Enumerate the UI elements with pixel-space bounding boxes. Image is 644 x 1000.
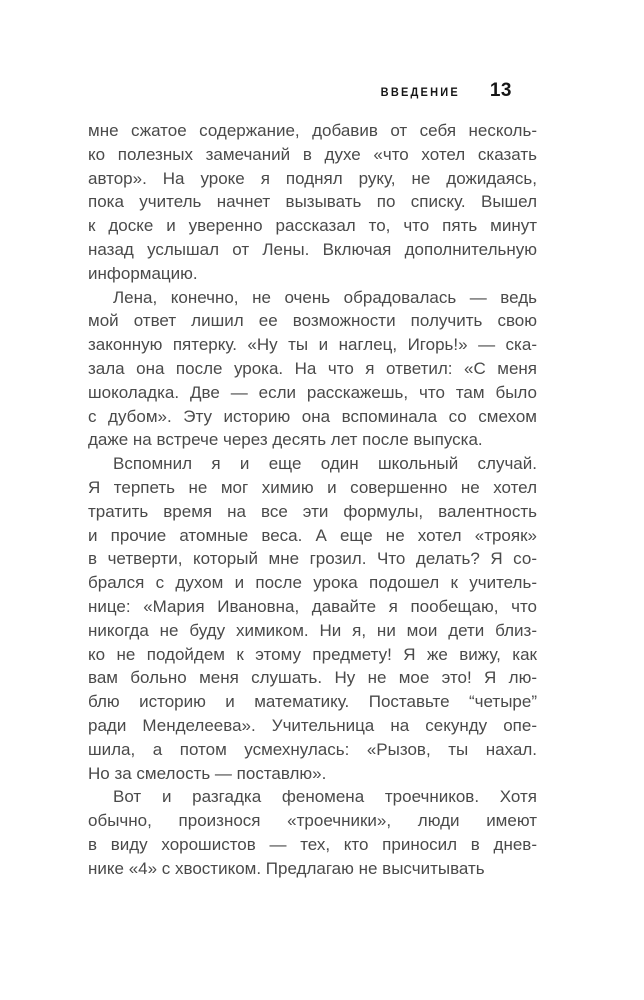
text-line: Лена, конечно, не очень обрадовалась — ведь [113, 287, 537, 307]
text-line: к доске и уверенно рассказал то, что пять минут [88, 216, 537, 236]
text-line: в четверти, который мне грозил. Что делать? Я со- [88, 549, 537, 569]
paragraph [88, 286, 537, 453]
paragraph [88, 785, 537, 880]
text-line: шоколадка. Две — если расскажешь, что там было [88, 382, 537, 402]
text-line: автор». На уроке я поднял руку, не дожидаясь, [88, 168, 537, 188]
text-line: с дубом». Эту историю она вспоминала со смехом [88, 406, 537, 426]
text-line: тратить время на все эти формулы, валентность [88, 501, 537, 521]
text-line: Вот и разгадка феномена троечников. Хотя [113, 787, 537, 807]
body-text [88, 119, 537, 881]
paragraph [88, 452, 537, 785]
text-line: нице: «Мария Ивановна, давайте я пообещаю, что [88, 596, 537, 616]
text-line: вам больно меня слушать. Ну не мое это! Я лю- [88, 668, 537, 688]
text-line: и прочие атомные веса. А еще не хотел «трояк» [88, 525, 537, 545]
text-line: нике «4» с хвостиком. Предлагаю не высчитывать [88, 858, 485, 878]
text-line: мне сжатое содержание, добавив от себя несколь- [88, 121, 537, 140]
running-header [381, 80, 512, 102]
text-line: информацию. [88, 263, 198, 283]
text-line: ко полезных замечаний в духе «что хотел сказать [88, 144, 537, 164]
text-line: в виду хорошистов — тех, кто приносил в днев- [88, 834, 537, 854]
text-line: законную пятерку. «Ну ты и наглец, Игорь!» — ска- [88, 335, 537, 355]
text-line: Но за смелость — поставлю». [88, 763, 327, 783]
text-line: ради Менделеева». Учительница на секунду опе- [88, 715, 537, 735]
text-line: даже на встрече через десять лет после выпуска. [88, 430, 483, 450]
page-number: 13 [489, 80, 512, 101]
paragraph [88, 119, 537, 286]
text-line: никогда не буду химиком. Ни я, ни мои дети близ- [88, 620, 537, 640]
text-line: зала она после урока. На что я ответил: «С меня [88, 358, 537, 378]
text-line: блю историю и математику. Поставьте “четыре” [88, 692, 537, 712]
text-line: Я терпеть не мог химию и совершенно не хотел [88, 477, 537, 497]
text-line: обычно, произнося «троечники», люди имеют [88, 811, 537, 831]
section-title: ВВЕДЕНИЕ [380, 86, 460, 100]
text-line: ко не подойдем к этому предмету! Я же вижу, как [88, 644, 537, 664]
text-line: брался с духом и после урока подошел к учитель- [88, 573, 537, 593]
text-line: назад услышал от Лены. Включая дополнительную [88, 239, 537, 259]
text-line: пока учитель начнет вызывать по списку. Вышел [88, 192, 537, 212]
text-line: шила, а потом усмехнулась: «Рызов, ты нахал. [88, 739, 537, 759]
text-line: мой ответ лишил ее возможности получить свою [88, 311, 537, 331]
text-line: Вспомнил я и еще один школьный случай. [113, 454, 537, 474]
